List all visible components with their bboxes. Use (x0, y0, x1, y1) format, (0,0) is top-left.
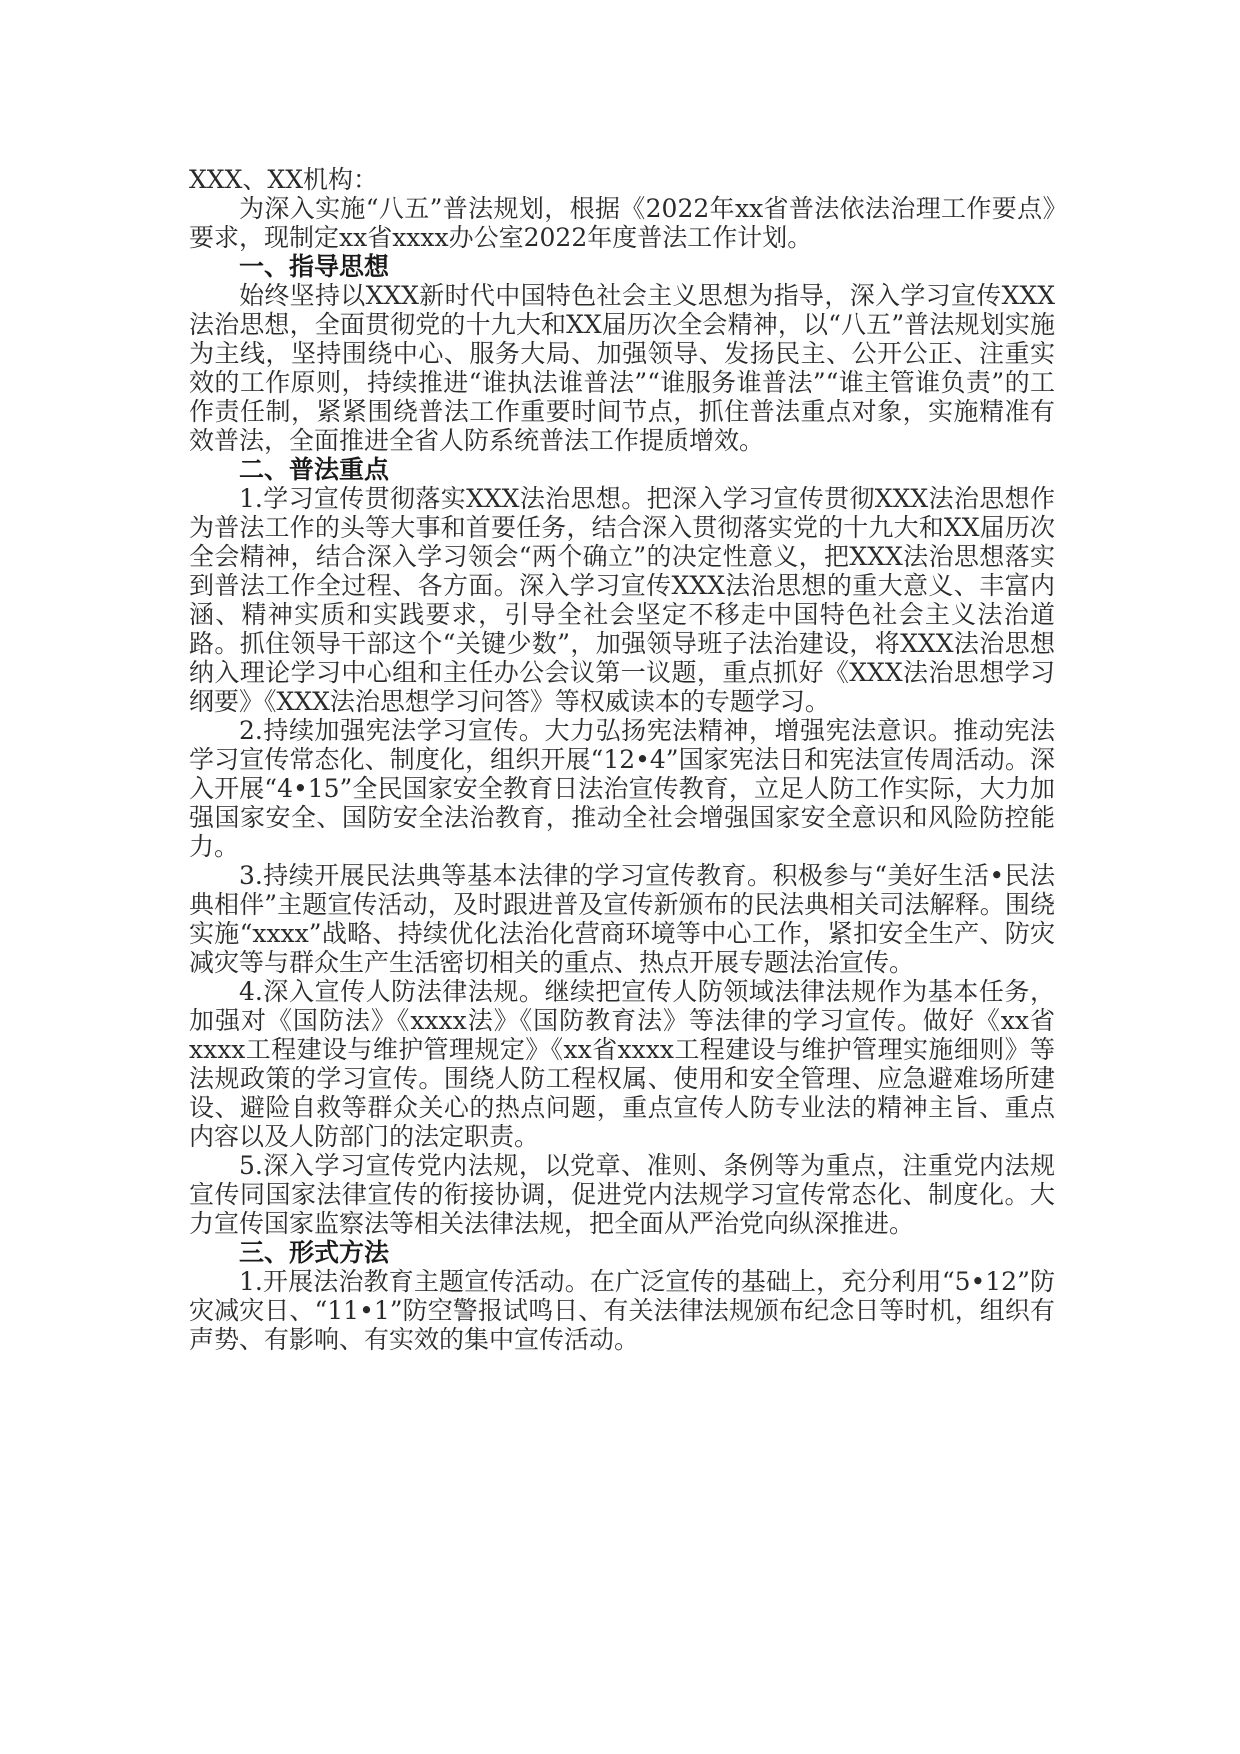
section-heading-key-points: 二、普法重点 (239, 455, 390, 484)
paragraph: 3.持续开展民法典等基本法律的学习宣传教育。积极参与“美好生活•民法典相伴”主题宣传活动，及时跟进普及宣传新颁布的民法典相关司法解释。围绕实施“xxxx”战略、持续优化法治化营商环境等中心工作，紧扣安全生产、防灾减灾等与群众生产生活密切相关的重点、热点开展专题法治宣传。 (189, 861, 1055, 977)
section-heading-methods: 三、形式方法 (239, 1238, 390, 1267)
paragraph: 始终坚持以XXX新时代中国特色社会主义思想为指导，深入学习宣传XXX法治思想，全面贯彻党的十九大和XX届历次全会精神，以“八五”普法规划实施为主线，坚持围绕中心、服务大局、加强领导、发扬民主、公开公正、注重实效的工作原则，持续推进“谁执法谁普法”“谁服务谁普法”“谁主管谁负责”的工作责任制，紧紧围绕普法工作重要时间节点，抓住普法重点对象，实施精准有效普法，全面推进全省人防系统普法工作提质增效。 (189, 281, 1055, 455)
paragraph: 1.开展法治教育主题宣传活动。在广泛宣传的基础上，充分利用“5•12”防灾减灾日、“11•1”防空警报试鸣日、有关法律法规颁布纪念日等时机，组织有声势、有影响、有实效的集中宣传活动。 (189, 1267, 1055, 1354)
paragraph: 1.学习宣传贯彻落实XXX法治思想。把深入学习宣传贯彻XXX法治思想作为普法工作的头等大事和首要任务，结合深入贯彻落实党的十九大和XX届历次全会精神，结合深入学习领会“两个确立”的决定性意义，把XXX法治思想落实到普法工作全过程、各方面。深入学习宣传XXX法治思想的重大意义、丰富内涵、精神实质和实践要求，引导全社会坚定不移走中国特色社会主义法治道路。抓住领导干部这个“关键少数”，加强领导班子法治建设，将XXX法治思想纳入理论学习中心组和主任办公会议第一议题，重点抓好《XXX法治思想学习纲要》《XXX法治思想学习问答》等权威读本的专题学习。 (189, 484, 1055, 716)
paragraph: 5.深入学习宣传党内法规，以党章、准则、条例等为重点，注重党内法规宣传同国家法律宣传的衔接协调，促进党内法规学习宣传常态化、制度化。大力宣传国家监察法等相关法律法规，把全面从严治党向纵深推进。 (189, 1151, 1055, 1238)
section-heading-guiding-thought: 一、指导思想 (239, 252, 390, 281)
salutation: XXX、XX机构： (189, 165, 378, 194)
document-page (189, 165, 1055, 1354)
paragraph: 2.持续加强宪法学习宣传。大力弘扬宪法精神，增强宪法意识。推动宪法学习宣传常态化、制度化，组织开展“12•4”国家宪法日和宪法宣传周活动。深入开展“4•15”全民国家安全教育日法治宣传教育，立足人防工作实际，大力加强国家安全、国防安全法治教育，推动全社会增强国家安全意识和风险防控能力。 (189, 716, 1055, 861)
paragraph: 4.深入宣传人防法律法规。继续把宣传人防领域法律法规作为基本任务，加强对《国防法》《xxxx法》《国防教育法》等法律的学习宣传。做好《xx省xxxx工程建设与维护管理规定》《xx省xxxx工程建设与维护管理实施细则》等法规政策的学习宣传。围绕人防工程权属、使用和安全管理、应急避难场所建设、避险自救等群众关心的热点问题，重点宣传人防专业法的精神主旨、重点内容以及人防部门的法定职责。 (189, 977, 1055, 1151)
intro-paragraph: 为深入实施“八五”普法规划，根据《2022年xx省普法依法治理工作要点》要求，现制定xx省xxxx办公室2022年度普法工作计划。 (189, 194, 1055, 252)
